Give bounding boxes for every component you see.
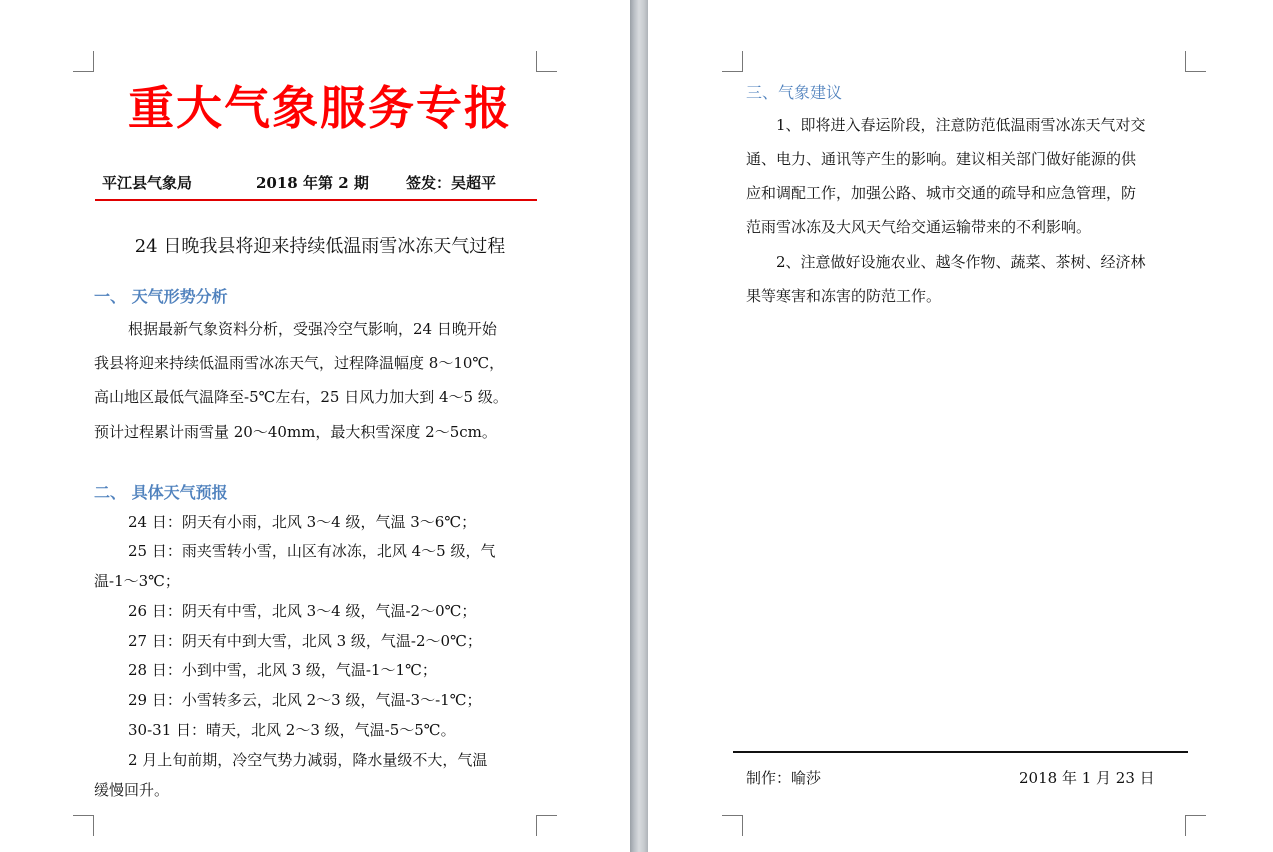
advice-line: 2、注意做好设施农业、越冬作物、蔬菜、茶树、经济林 <box>776 253 1146 271</box>
agency-name: 平江县气象局 <box>102 174 193 192</box>
footer-producer: 制作：喻莎 <box>746 769 822 787</box>
section-1-line: 我县将迎来持续低温雨雪冰冻天气，过程降温幅度 8～10℃， <box>94 354 505 372</box>
section-1-line: 根据最新气象资料分析，受强冷空气影响，24 日晚开始 <box>128 320 497 338</box>
section-3-heading: 三、气象建议 <box>746 83 843 102</box>
footer-date: 2018 年 1 月 23 日 <box>1019 769 1155 787</box>
advice-line: 通、电力、通讯等产生的影响。建议相关部门做好能源的供 <box>746 150 1137 168</box>
advice-line: 范雨雪冰冻及大风天气给交通运输带来的不利影响。 <box>746 218 1092 236</box>
section-1-line: 高山地区最低气温降至-5℃左右，25 日风力加大到 4～5 级。 <box>94 388 508 406</box>
forecast-line: 29 日：小雪转多云，北风 2～3 级，气温-3～-1℃； <box>128 691 482 709</box>
crop-mark-top-right <box>1185 51 1206 72</box>
forecast-line: 缓慢回升。 <box>94 781 170 799</box>
forecast-line: 30-31 日：晴天，北风 2～3 级，气温-5～5℃。 <box>128 721 456 739</box>
red-divider <box>95 199 537 201</box>
crop-mark-top-left <box>722 51 743 72</box>
forecast-line: 25 日：雨夹雪转小雪，山区有冰冻，北风 4～5 级，气 <box>128 542 496 560</box>
advice-line: 1、即将进入春运阶段，注意防范低温雨雪冰冻天气对交 <box>776 116 1146 134</box>
crop-mark-top-right <box>536 51 557 72</box>
section-2-heading: 二、 具体天气预报 <box>94 483 228 502</box>
crop-mark-bottom-left <box>722 815 743 836</box>
advice-line: 果等寒害和冻害的防范工作。 <box>746 287 942 305</box>
document-headline: 24 日晚我县将迎来持续低温雨雪冰冻天气过程 <box>134 236 506 257</box>
page-gap <box>630 0 648 852</box>
issue-number: 2018 年第 2 期 <box>256 174 369 192</box>
forecast-line: 24 日：阴天有小雨，北风 3～4 级，气温 3～6℃； <box>128 513 477 531</box>
forecast-line: 28 日：小到中雪，北风 3 级，气温-1～1℃； <box>128 661 437 679</box>
crop-mark-bottom-right <box>536 815 557 836</box>
crop-mark-bottom-right <box>1185 815 1206 836</box>
crop-mark-bottom-left <box>73 815 94 836</box>
forecast-line: 2 月上旬前期，冷空气势力减弱，降水量级不大，气温 <box>128 751 488 769</box>
forecast-line: 27 日：阴天有中到大雪，北风 3 级，气温-2～0℃； <box>128 632 482 650</box>
report-title: 重大气象服务专报 <box>128 81 512 135</box>
forecast-line: 26 日：阴天有中雪，北风 3～4 级，气温-2～0℃； <box>128 602 477 620</box>
advice-line: 应和调配工作，加强公路、城市交通的疏导和应急管理，防 <box>746 184 1137 202</box>
section-1-line: 预计过程累计雨雪量 20～40mm，最大积雪深度 2～5cm。 <box>94 423 497 441</box>
signer: 签发：吴超平 <box>406 174 497 192</box>
footer-divider <box>733 751 1188 753</box>
crop-mark-top-left <box>73 51 94 72</box>
forecast-line: 温-1～3℃； <box>94 572 180 590</box>
section-1-heading: 一、 天气形势分析 <box>94 287 228 306</box>
